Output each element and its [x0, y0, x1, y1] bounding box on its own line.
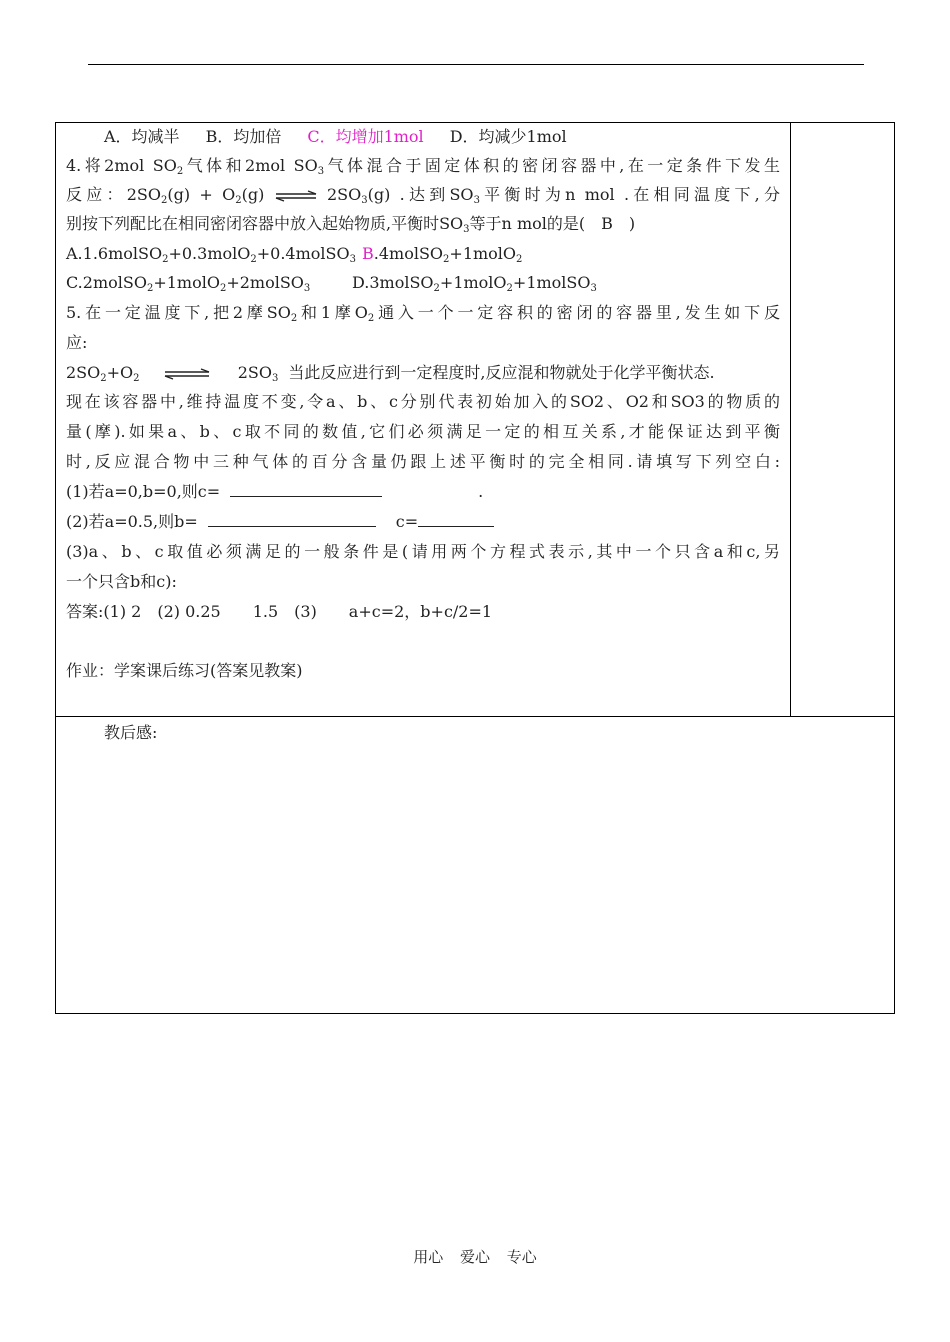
answer-blank[interactable]: [208, 512, 376, 527]
q4-line-3: 别按下列配比在相同密闭容器中放入起始物质,平衡时$SO_3$等于n mol的是( B ): [66, 214, 636, 235]
q5-sub-1: (1)若a=0,b=0,则c= .: [66, 482, 484, 501]
equilibrium-arrow-icon: [274, 190, 318, 202]
q5-sub-2: (2)若a=0.5,则b= c=: [66, 511, 494, 533]
q3-option-c: C．均增加1mol: [307, 127, 424, 146]
q5-sub-3-line-2: 一个只含b和c):: [66, 572, 177, 591]
table-column-divider: [790, 122, 791, 716]
footer: [0, 1246, 950, 1267]
answer-blank[interactable]: [418, 512, 494, 527]
footer-motto: 爱心: [459, 1248, 490, 1266]
q5-sub-3-line-1: (3)a、b、c取值必须满足的一般条件是(请用两个方程式表示,其中一个只含a和c,另: [66, 542, 780, 561]
footer-motto: 用心: [413, 1248, 444, 1266]
homework: 作业：学案课后练习(答案见教案): [66, 661, 303, 680]
q5-line-4: 现在该容器中,维持温度不变,令a、b、c分别代表初始加入的SO2、O2和SO3的物质的: [66, 392, 780, 411]
table-row-divider: [55, 716, 895, 717]
q4-option-b: B.4molSO$_2$+1molO$_2$: [362, 244, 523, 265]
footer-motto: 专心: [506, 1248, 537, 1266]
q4-line-2: 反应：$2SO_2(g) + O_2(g)$ $2SO_3(g)$ .达到$SO_3$平衡时为n mol .在相同温度下,分: [66, 185, 781, 206]
q3-option-a: A．均减半: [104, 127, 180, 146]
q5-line-3: $2SO_2+O_2$ $2SO_3$ 当此反应进行到一定程度时,反应混和物就处于化学平衡状态.: [66, 363, 715, 384]
q5-line-2: 应:: [66, 333, 88, 352]
equilibrium-arrow-icon: [163, 368, 211, 380]
q3-option-b: B．均加倍: [205, 127, 282, 146]
answer-blank[interactable]: [230, 482, 382, 497]
q4-option-a: A.1.6molSO$_2$+0.3molO$_2$+0.4molSO$_3$: [66, 244, 356, 265]
header-rule: [88, 64, 864, 65]
q4-line-1: 4.将2mol $SO_2$气体和2mol $SO_3$气体混合于固定体积的密闭容器中,在一定条件下发生: [66, 156, 780, 177]
q4-option-d: D.3molSO$_2$+1molO$_2$+1molSO$_3$: [352, 273, 597, 294]
q5-line-5: 量(摩).如果a、b、c取不同的数值,它们必须满足一定的相互关系,才能保证达到平衡: [66, 422, 780, 441]
q5-answer: 答案:(1) 2 (2) 0.25 1.5 (3) a+c=2，b+c/2=1: [66, 602, 493, 621]
q5-line-6: 时,反应混合物中三种气体的百分含量仍跟上述平衡时的完全相同.请填写下列空白:: [66, 452, 780, 471]
q3-options: [104, 126, 567, 148]
q5-line-1: 5.在一定温度下,把2摩$SO_2$和1摩$O_2$通入一个一定容积的密闭的容器里,发生如下反: [66, 303, 780, 324]
reflection-label: 教后感:: [104, 723, 158, 742]
q4-option-c: C.2molSO$_2$+1molO$_2$+2molSO$_3$: [66, 273, 311, 294]
q3-option-d: D．均减少1mol: [449, 127, 567, 146]
